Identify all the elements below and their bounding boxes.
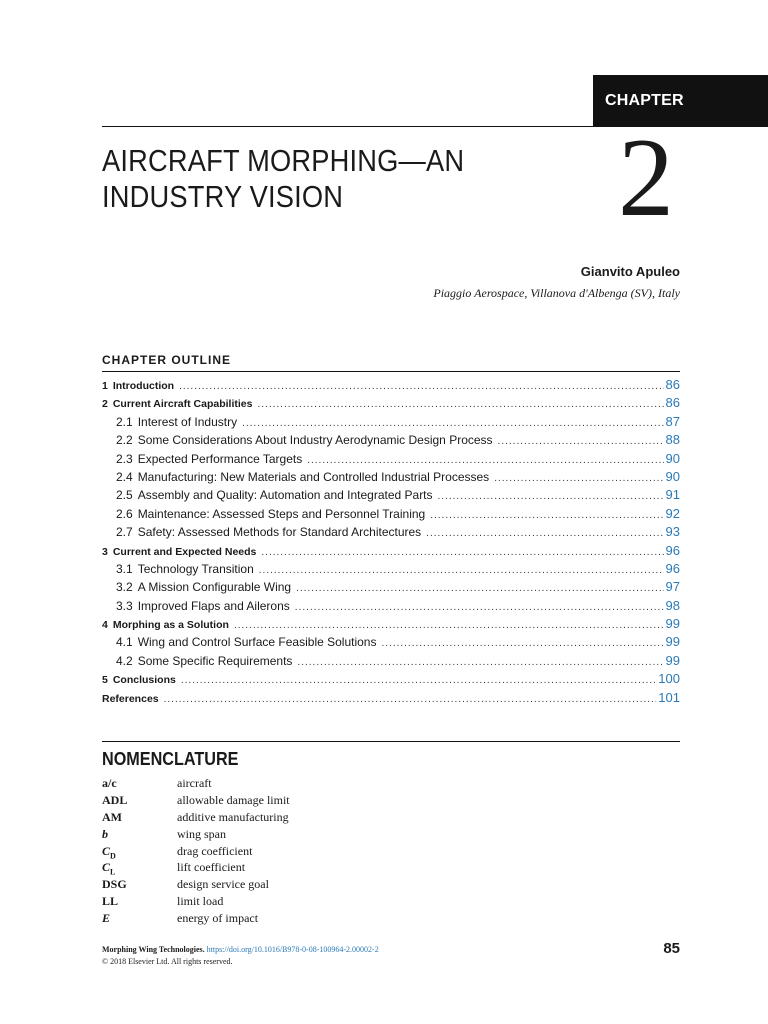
outline-divider — [102, 371, 680, 372]
nomenclature-item — [102, 793, 502, 810]
dot-leader — [181, 675, 656, 686]
outline-entry[interactable] — [102, 653, 680, 671]
outline-entry[interactable] — [102, 524, 680, 542]
nomenclature-item — [102, 844, 502, 861]
chapter-outline — [102, 377, 680, 708]
outline-entry-number: 3 — [102, 545, 108, 558]
outline-entry-label: Conclusions — [112, 674, 176, 687]
nomenclature-symbol — [102, 911, 177, 928]
nomenclature-definition: drag coefficient — [177, 843, 253, 858]
outline-entry[interactable] — [102, 487, 680, 505]
page-number: 85 — [663, 940, 680, 957]
outline-entry[interactable] — [102, 579, 680, 597]
footer-citation — [102, 944, 379, 968]
outline-entry-number: 3.3 — [116, 598, 133, 613]
outline-entry-page-link[interactable]: 87 — [665, 413, 680, 429]
outline-entry-page-link[interactable]: 101 — [658, 689, 680, 705]
outline-entry[interactable] — [102, 432, 680, 450]
nomenclature-definition: limit load — [177, 894, 224, 909]
outline-entry-label: Current and Expected Needs — [112, 545, 257, 558]
outline-entry-page-link[interactable]: 93 — [665, 524, 680, 540]
chapter-title-line-1: AIRCRAFT MORPHING—AN — [102, 143, 465, 178]
outline-entry[interactable] — [102, 377, 680, 395]
outline-entry-label: Introduction — [112, 380, 175, 392]
nomenclature-list — [102, 776, 502, 928]
outline-entry-label: Safety: Assessed Methods for Standard Architectures — [137, 525, 422, 540]
outline-entry-page-link[interactable]: 99 — [665, 652, 680, 668]
outline-entry-label: Morphing as a Solution — [112, 619, 229, 632]
chapter-title-line-2: INDUSTRY VISION — [102, 179, 344, 214]
nomenclature-item — [102, 894, 502, 911]
outline-entry-label: Improved Flaps and Ailerons — [137, 598, 290, 613]
nomenclature-symbol-subscript: D — [110, 850, 116, 860]
nomenclature-symbol-main: DSG — [102, 877, 127, 892]
dot-leader — [430, 510, 663, 521]
nomenclature-definition: wing span — [177, 826, 226, 841]
outline-entry-page-link[interactable]: 98 — [665, 597, 680, 613]
nomenclature-item — [102, 810, 502, 827]
dot-leader — [438, 491, 664, 502]
dot-leader — [164, 694, 657, 705]
outline-entry-number: 2.6 — [116, 506, 133, 521]
outline-entry-page-link[interactable]: 90 — [665, 468, 680, 484]
outline-entry-label: A Mission Configurable Wing — [137, 580, 292, 595]
nomenclature-item — [102, 860, 502, 877]
dot-leader — [242, 418, 663, 429]
nomenclature-definition: allowable damage limit — [177, 792, 290, 807]
outline-entry-label: Some Specific Requirements — [137, 653, 293, 668]
author-name: Gianvito Apuleo — [580, 264, 680, 279]
nomenclature-symbol — [102, 877, 177, 894]
nomenclature-symbol-subscript: L — [110, 867, 116, 877]
outline-entry[interactable] — [102, 395, 680, 413]
outline-entry[interactable] — [102, 451, 680, 469]
outline-entry-label: Wing and Control Surface Feasible Solutions — [137, 635, 377, 650]
outline-entry-number: 3.1 — [116, 561, 133, 576]
outline-entry[interactable] — [102, 414, 680, 432]
dot-leader — [381, 638, 663, 649]
outline-entry-number: 4.2 — [116, 653, 133, 668]
outline-entry[interactable] — [102, 543, 680, 561]
nomenclature-symbol-main: ADL — [102, 792, 128, 807]
outline-entry[interactable] — [102, 561, 680, 579]
outline-entry-label: References — [102, 692, 159, 705]
dot-leader — [296, 583, 663, 594]
chapter-label: CHAPTER — [605, 92, 684, 109]
footer-copyright: © 2018 Elsevier Ltd. All rights reserved. — [102, 957, 233, 966]
nomenclature-symbol — [102, 860, 177, 877]
outline-entry-number: 2.2 — [116, 433, 133, 448]
outline-entry-label: Expected Performance Targets — [137, 451, 303, 466]
outline-entry-page-link[interactable]: 99 — [665, 634, 680, 650]
dot-leader — [234, 620, 664, 631]
nomenclature-heading: NOMENCLATURE — [102, 749, 239, 769]
nomenclature-symbol-main: C — [102, 843, 111, 858]
footer-book-title: Morphing Wing Technologies. — [102, 945, 205, 954]
nomenclature-symbol-main: LL — [102, 894, 119, 909]
outline-entry-number: 2.4 — [116, 469, 133, 484]
nomenclature-item — [102, 776, 502, 793]
nomenclature-symbol-main: E — [102, 911, 111, 926]
nomenclature-symbol-main: C — [102, 860, 111, 875]
author-affiliation: Piaggio Aerospace, Villanova d'Albenga (SV), Italy — [433, 286, 680, 300]
outline-entry-page-link[interactable]: 99 — [665, 616, 680, 632]
nomenclature-symbol-main: a/c — [102, 776, 117, 790]
outline-entry-number: 2.7 — [116, 525, 133, 540]
nomenclature-symbol-main: AM — [102, 809, 122, 824]
outline-entry-label: Manufacturing: New Materials and Controlled Industrial Processes — [137, 469, 490, 484]
dot-leader — [261, 547, 663, 558]
outline-entry[interactable] — [102, 469, 680, 487]
nomenclature-item — [102, 827, 502, 844]
outline-entry-number: 4.1 — [116, 635, 133, 650]
nomenclature-symbol — [102, 810, 177, 827]
outline-entry-page-link[interactable]: 96 — [665, 542, 680, 558]
outline-entry[interactable] — [102, 598, 680, 616]
dot-leader — [258, 399, 664, 410]
outline-entry-number: 5 — [102, 674, 108, 687]
nomenclature-symbol-main: b — [102, 826, 108, 841]
dot-leader — [426, 528, 663, 539]
outline-entry-label: Technology Transition — [137, 561, 254, 576]
dot-leader — [297, 657, 663, 668]
nomenclature-item — [102, 911, 502, 928]
outline-entry-number: 2.5 — [116, 488, 133, 503]
outline-entry-page-link[interactable]: 91 — [665, 487, 680, 503]
outline-entry-label: Interest of Industry — [137, 414, 238, 429]
outline-entry-number: 2.3 — [116, 451, 133, 466]
outline-entry-page-link[interactable]: 88 — [665, 432, 680, 448]
nomenclature-divider — [102, 741, 680, 742]
outline-entry-page-link[interactable]: 86 — [665, 377, 680, 392]
nomenclature-item — [102, 877, 502, 894]
header-divider — [102, 126, 593, 127]
outline-entry-page-link[interactable]: 90 — [665, 450, 680, 466]
dot-leader — [494, 473, 663, 484]
outline-entry[interactable] — [102, 506, 680, 524]
chapter-number: 2 — [618, 116, 674, 240]
nomenclature-symbol — [102, 776, 177, 793]
outline-entry-number: 2 — [102, 398, 108, 411]
outline-entry-page-link[interactable]: 96 — [665, 560, 680, 576]
outline-entry-label: Current Aircraft Capabilities — [112, 398, 253, 411]
outline-entry-page-link[interactable]: 86 — [665, 395, 680, 411]
nomenclature-symbol — [102, 894, 177, 911]
dot-leader — [307, 455, 663, 466]
outline-entry-label: Maintenance: Assessed Steps and Personnel Training — [137, 506, 426, 521]
outline-entry-page-link[interactable]: 100 — [658, 671, 680, 687]
outline-entry[interactable] — [102, 634, 680, 652]
nomenclature-symbol — [102, 827, 177, 844]
nomenclature-symbol — [102, 793, 177, 810]
dot-leader — [295, 602, 664, 613]
nomenclature-definition: energy of impact — [177, 911, 259, 926]
nomenclature-definition: additive manufacturing — [177, 809, 289, 824]
outline-entry-number: 4 — [102, 619, 108, 632]
nomenclature-definition: design service goal — [177, 877, 269, 892]
outline-entry-number: 2.1 — [116, 414, 133, 429]
chapter-outline-heading: CHAPTER OUTLINE — [102, 353, 231, 367]
nomenclature-definition: lift coefficient — [177, 860, 246, 875]
outline-entry[interactable] — [102, 616, 680, 634]
nomenclature-definition: aircraft — [177, 776, 212, 790]
footer-doi-link[interactable]: https://doi.org/10.1016/B978-0-08-100964-2.00002-2 — [206, 945, 379, 954]
outline-entry-label: Some Considerations About Industry Aerodynamic Design Process — [137, 433, 493, 448]
outline-entry[interactable] — [102, 690, 680, 708]
dot-leader — [179, 381, 663, 392]
outline-entry-page-link[interactable]: 97 — [665, 579, 680, 595]
chapter-title — [102, 143, 516, 215]
outline-entry-number: 3.2 — [116, 580, 133, 595]
outline-entry[interactable] — [102, 671, 680, 689]
outline-entry-number: 1 — [102, 380, 108, 392]
outline-entry-page-link[interactable]: 92 — [665, 505, 680, 521]
dot-leader — [259, 565, 664, 576]
outline-entry-label: Assembly and Quality: Automation and Integrated Parts — [137, 488, 433, 503]
dot-leader — [498, 436, 664, 447]
nomenclature-symbol — [102, 844, 177, 861]
